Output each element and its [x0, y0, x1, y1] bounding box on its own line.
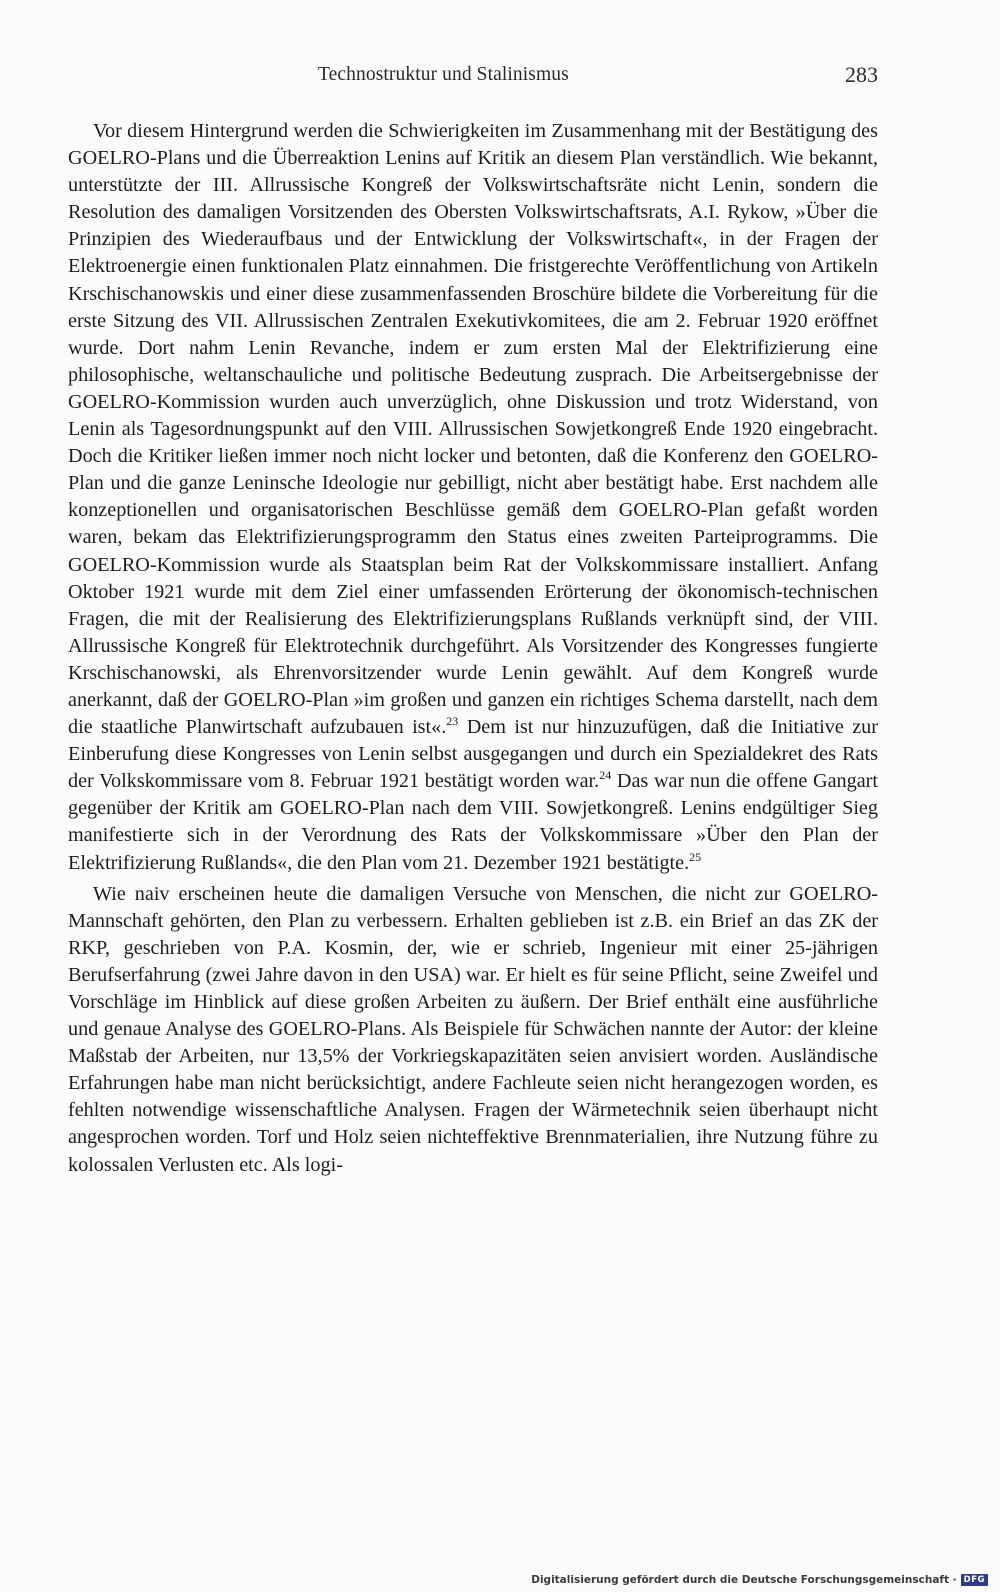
- footnote-marker: 23: [446, 714, 459, 729]
- running-head: [68, 64, 878, 94]
- running-title: Technostruktur und Stalinismus: [318, 64, 569, 85]
- page-number: 283: [845, 62, 878, 87]
- credit-text: Digitalisierung gefördert durch die Deutsche Forschungsgemeinschaft ·: [531, 1574, 957, 1586]
- body-text: [68, 118, 878, 1179]
- paragraph: Wie naiv erscheinen heute die damaligen Versuche von Menschen, die nicht zur GOELRO-Mannschaft gehörten, den Plan zu verbessern. Erhalten geblieben ist z.B. ein Brief an das ZK der RKP, geschrieben von P.A. Kosmin, der, wie er schrieb, Ingenieur mit einer 25-jährigen Berufserfahrung (zwei Jahre davon in den USA) war. Er hielt es für seine Pflicht, seine Zweifel und Vorschläge im Hinblick auf diese großen Arbeiten zu äußern. Der Brief enthält eine ausführliche und genaue Analyse des GOELRO-Plans. Als Beispiele für Schwächen nannte der Autor: der kleine Maßstab der Arbeiten, nur 13,5% der Vorkriegskapazitäten seien anvisiert worden. Ausländische Erfahrungen habe man nicht berücksichtigt, andere Fachleute seien nicht herangezogen worden, es fehlten notwendige wissenschaftliche Analysen. Fragen der Wärmetechnik seien überhaupt nicht angesprochen worden. Torf und Holz seien nichteffektive Brennmaterialien, ihre Nutzung führe zu kolossalen Verlusten etc. Als logi-: [68, 882, 878, 1176]
- paragraph-text: Das war nun die offene Gangart gegenüber der Kritik am GOELRO-Plan nach dem VIII. Sowjetkongreß. Lenins endgültiger Sieg manifestierte sich in der Verordnung des Rats der Volkskommissare »Über den Plan der Elektrifizierung Rußlands«, die den Plan vom 21. Dezember 1921 bestätigte.: [68, 770, 879, 874]
- footnote-marker: 25: [689, 849, 702, 864]
- paragraph: [68, 118, 878, 877]
- footnote-marker: 24: [599, 768, 612, 783]
- paragraph-text: Dem ist nur hinzuzufügen, daß die Initiative zur Einberufung diese Kongresses von Lenin selbst ausgegangen und durch ein Spezialdekret des Rats der Volkskommissare vom 8. Februar 1921 bestätigt worden war.: [68, 716, 878, 793]
- dfg-logo: DFG: [961, 1574, 988, 1586]
- digitization-credit: [531, 1574, 988, 1586]
- paragraph-text: Vor diesem Hintergrund werden die Schwierigkeiten im Zusammenhang mit der Bestätigung des GOELRO-Plans und die Überreaktion Lenins auf Kritik an diesem Plan verständlich. Wie bekannt, unterstützte der III. Allrussische Kongreß der Volkswirtschaftsräte nicht Lenin, sondern die Resolution des damaligen Vorsitzenden des Obersten Volkswirtschaftsrats, A.I. Rykow, »Über die Prinzipien des Wiederaufbaus und der Entwicklung der Volkswirtschaft«, in der Fragen der Elektroenergie einen funktionalen Platz einnahmen. Die fristgerechte Veröffentlichung von Artikeln Krschischanowskis und einer diese zusammenfassenden Broschüre bildete die Vorbereitung für die erste Sitzung des VII. Allrussischen Zentralen Exekutivkomitees, die am 2. Februar 1920 eröffnet wurde. Dort nahm Lenin Revanche, indem er zum ersten Mal der Elektrifizierung eine philosophische, weltanschauliche und politische Bedeutung zusprach. Die Arbeitsergebnisse der GOELRO-Kommission wurden auch unverzüglich, ohne Diskussion und trotz Widerstand, von Lenin als Tagesordnungspunkt auf den VIII. Allrussischen Sowjetkongreß Ende 1920 eingebracht. Doch die Kritiker ließen immer noch nicht locker und betonten, daß die Konferenz den GOELRO-Plan und die ganze Leninsche Ideologie nur gebilligt, nicht aber bestätigt habe. Erst nachdem alle konzeptionellen und organisatorischen Beschlüsse gemäß dem GOELRO-Plan gefaßt worden waren, bekam das Elektrifizierungsprogramm den Status eines zweiten Parteiprogramms. Die GOELRO-Kommission wurde als Staatsplan beim Rat der Volkskommissare installiert. Anfang Oktober 1921 wurde mit dem Ziel einer umfassenden Erörterung der ökonomisch-technischen Fragen, die mit der Realisierung des Elektrifizierungsplans Rußlands verknüpft sind, der VIII. Allrussische Kongreß für Elektrotechnik durchgeführt. Als Vorsitzender des Kongresses fungierte Krschischanowski, als Ehrenvorsitzender wurde Lenin gewählt. Auf dem Kongreß wurde anerkannt, daß der GOELRO-Plan »im großen und ganzen ein richtiges Schema darstellt, nach dem die staatliche Planwirtschaft aufzubauen ist«.: [68, 120, 878, 739]
